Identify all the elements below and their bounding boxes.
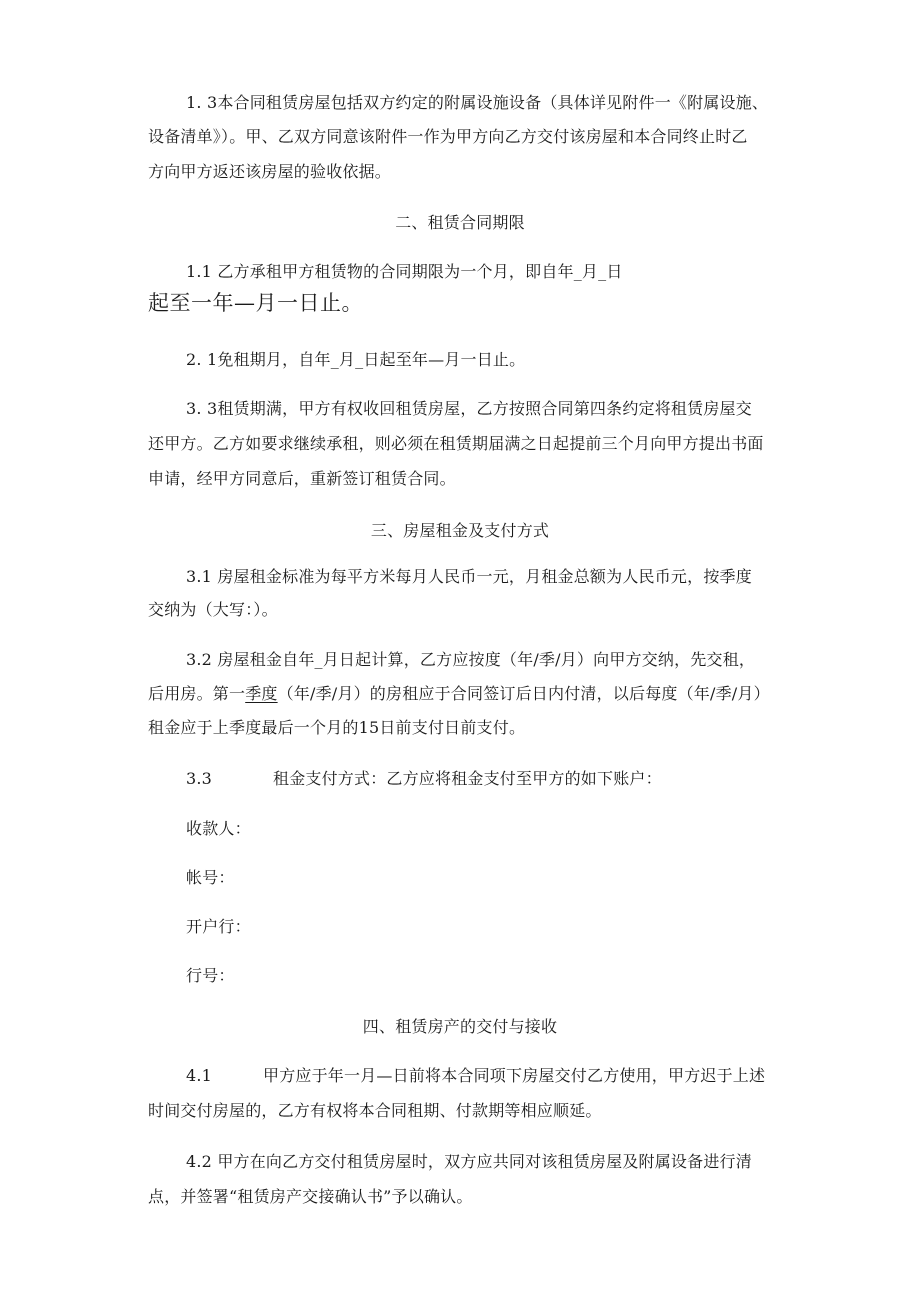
clause-3-2-text: 后用房。第一 — [148, 684, 246, 703]
clause-2-1-line-1: 1.1 乙方承租甲方租赁物的合同期限为一个月，即自年_月_日 — [186, 262, 623, 281]
clause-3-1-line-1: 3.1 房屋租金标准为每平方米每月人民币一元，月租金总额为人民币元，按季度 — [186, 567, 752, 586]
clause-2-2: 2. 1免租期月，自年_月_日起至年—月一日止。 — [186, 350, 526, 369]
payee-label: 收款人： — [186, 819, 251, 838]
bank-label: 开户行： — [186, 917, 251, 936]
clause-3-2-text: （年/季/月）的房租应于合同签订后日内付清，以后每度（年/季/月） — [277, 684, 770, 703]
clause-3-2-line-2 — [148, 682, 770, 706]
section-heading-3: 三、房屋租金及支付方式 — [370, 521, 550, 540]
clause-3-3-number: 3.3 — [186, 769, 213, 788]
clause-4-2-line-2: 点，并签署“租赁房产交接确认书”予以确认。 — [148, 1187, 473, 1206]
section-heading-2: 二、租赁合同期限 — [395, 213, 525, 232]
clause-2-3-line-2: 还甲方。乙方如要求继续承租，则必须在租赁期届满之日起提前三个月向甲方提出书面 — [148, 434, 764, 453]
clause-1-3-line-1: 1. 3本合同租赁房屋包括双方约定的附属设施设备（具体详见附件一《附属设施、 — [186, 93, 769, 112]
clause-1-3-line-2: 设备清单》）。甲、乙双方同意该附件一作为甲方向乙方交付该房屋和本合同终止时乙 — [148, 127, 748, 146]
clause-3-3-text: 租金支付方式：乙方应将租金支付至甲方的如下账户： — [273, 769, 662, 788]
clause-2-1-line-2: 起至一年—月一日止。 — [148, 291, 363, 315]
clause-3-2-line-3: 租金应于上季度最后一个月的15日前支付日前支付。 — [148, 718, 526, 737]
clause-4-1-line-2: 时间交付房屋的，乙方有权将本合同租期、付款期等相应顺延。 — [148, 1101, 602, 1120]
clause-4-2-line-1: 4.2 甲方在向乙方交付租赁房屋时，双方应共同对该租赁房屋及附属设备进行清 — [186, 1152, 752, 1171]
clause-3-2-line-1: 3.2 房屋租金自年_月日起计算，乙方应按度（年/季/月）向甲方交纳，先交租， — [186, 650, 756, 669]
clause-3-1-line-2: 交纳为（大写：）。 — [148, 600, 278, 619]
bank-code-label: 行号： — [186, 966, 235, 985]
clause-1-3-line-3: 方向甲方返还该房屋的验收依据。 — [148, 162, 392, 181]
section-heading-4: 四、租赁房产的交付与接收 — [362, 1017, 558, 1036]
clause-4-1-number: 4.1 — [186, 1066, 213, 1085]
account-label: 帐号： — [186, 868, 235, 887]
clause-2-3-line-1: 3. 3租赁期满，甲方有权收回租赁房屋，乙方按照合同第四条约定将租赁房屋交 — [186, 399, 752, 418]
clause-2-3-line-3: 申请，经甲方同意后，重新签订租赁合同。 — [148, 469, 456, 488]
clause-3-2-underlined-text: 季度 — [245, 684, 278, 703]
clause-4-1-line-1: 甲方应于年一月—日前将本合同项下房屋交付乙方使用，甲方迟于上述 — [263, 1066, 766, 1085]
